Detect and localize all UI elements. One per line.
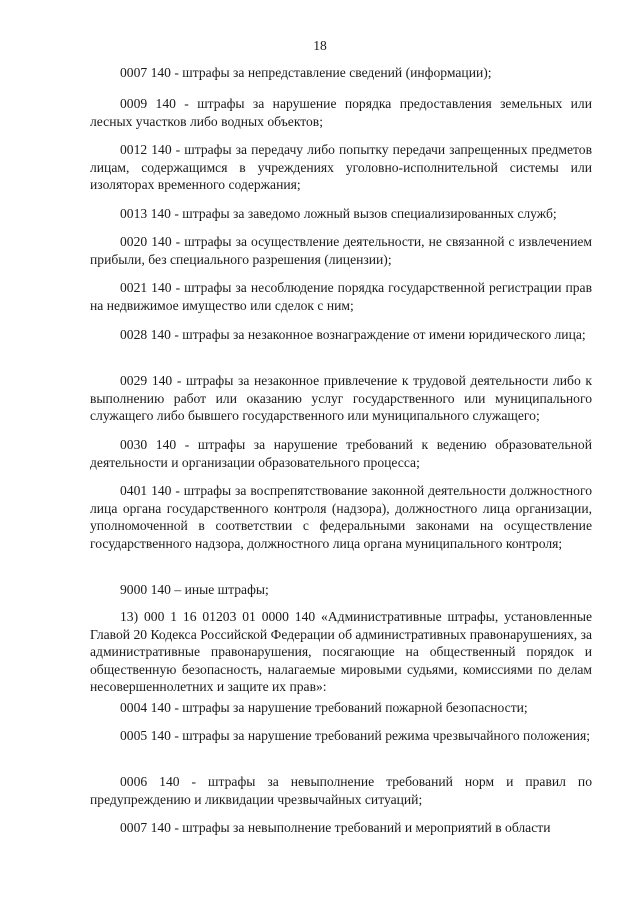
paragraph-0021-registration: 0021 140 - штрафы за несоблюдение порядка государственной регистрации прав на недвижимое имущество или сделок с ним; [90,280,592,313]
paragraph-0012-prohibited-items: 0012 140 - штрафы за передачу либо попытку передачи запрещенных предметов лицам, содержащимся в учреждениях уголовно-исполнительной системы или изоляторах временного содержания; [90,142,592,192]
paragraph-0004-fire-safety: 0004 140 - штрафы за нарушение требований пожарной безопасности; [120,700,528,715]
paragraph-0020-license: 0020 140 - штрафы за осуществление деятельности, не связанной с извлечением прибыли, без специального разрешения (лицензии); [90,234,592,267]
paragraph-item-13: 13) 000 1 16 01203 01 0000 140 «Административные штрафы, установленные Главой 20 Кодекса Российской Федерации об административных правонарушениях, за административные правонарушения, посягающие на общественный порядок и общественную безопасность, налагаемые мировыми судьями, комиссиями по делам несовершеннолетних и защите их прав»: [90,609,592,694]
paragraph-9000-other: 9000 140 – иные штрафы; [120,582,269,597]
paragraph-0028-remuneration: 0028 140 - штрафы за незаконное вознаграждение от имени юридического лица; [120,327,586,342]
paragraph-0029-employment: 0029 140 - штрафы за незаконное привлечение к трудовой деятельности либо к выполнению работ или оказанию услуг государственного или муниципального служащего либо бывшего государственного или муниципального служащего; [90,373,592,423]
paragraph-0401-obstruction: 0401 140 - штрафы за воспрепятствование законной деятельности должностного лица органа государственного контроля (надзора), должностного лица организации, уполномоченной в соответствии с федеральными законами на осуществление государственного надзора, должностного лица органа муниципального контроля; [90,483,592,551]
paragraph-0005-emergency-regime: 0005 140 - штрафы за нарушение требований режима чрезвычайного положения; [120,728,590,743]
paragraph-0030-education: 0030 140 - штрафы за нарушение требований к ведению образовательной деятельности и организации образовательного процесса; [90,437,592,470]
paragraph-0007-info: 0007 140 - штрафы за непредставление сведений (информации); [120,65,492,80]
paragraph-0006-emergency-prevention: 0006 140 - штрафы за невыполнение требований норм и правил по предупреждению и ликвидации чрезвычайных ситуаций; [90,774,592,807]
paragraph-0009-land: 0009 140 - штрафы за нарушение порядка предоставления земельных или лесных участков либо водных объектов; [90,96,592,129]
paragraph-0007-requirements: 0007 140 - штрафы за невыполнение требований и мероприятий в области [120,820,551,835]
page-number: 18 [313,38,327,53]
paragraph-0013-false-call: 0013 140 - штрафы за заведомо ложный вызов специализированных служб; [120,206,557,221]
